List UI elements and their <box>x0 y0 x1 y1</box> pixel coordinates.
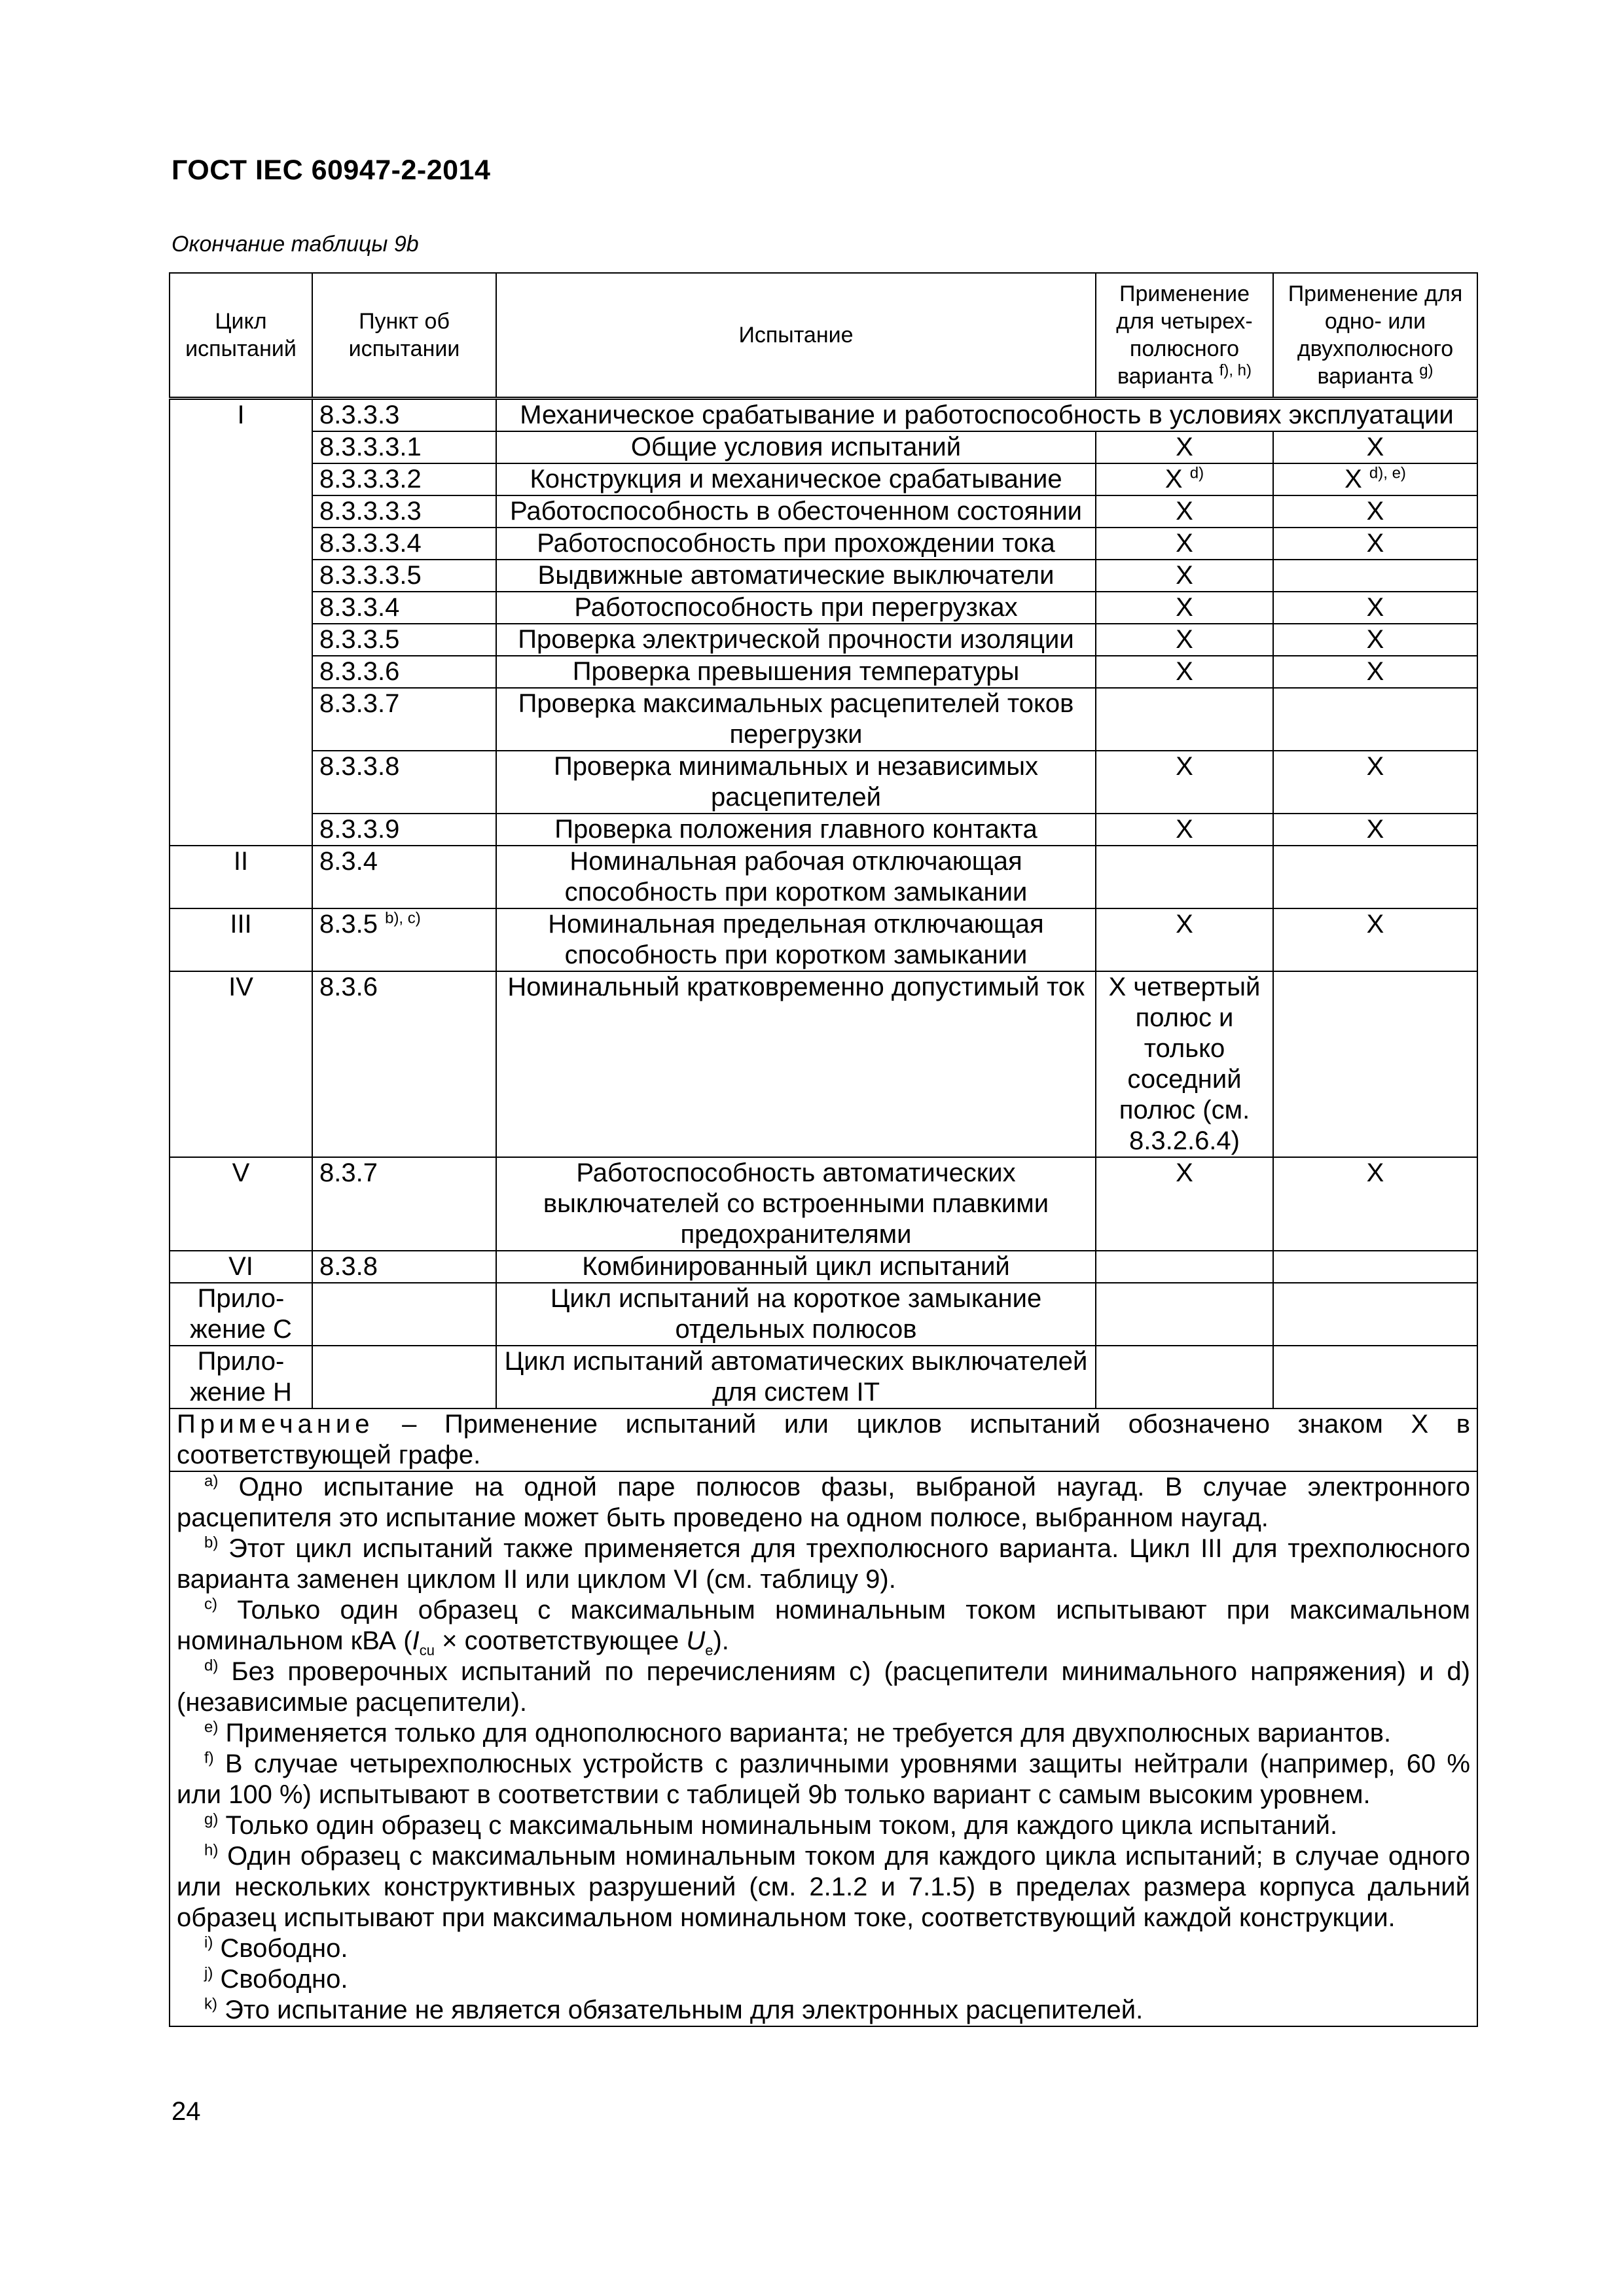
one-two-pole-cell <box>1273 971 1477 1157</box>
one-two-pole-cell <box>1273 1346 1477 1408</box>
test-cell: Выдвижные автоматические выключатели <box>496 560 1096 592</box>
cycle-cell: III <box>170 908 312 971</box>
cycle-cell: I <box>170 399 312 846</box>
table-row <box>170 624 1477 656</box>
point-cell: 8.3.8 <box>312 1251 496 1283</box>
footnote-d: $^{d)}$ Без проверочных испытаний по перечислениям c) (расцепители минимального напряжения) и d) (независимые расцепители). <box>177 1657 1470 1717</box>
point-cell <box>312 1283 496 1346</box>
test-cell: Работоспособность при перегрузках <box>496 592 1096 624</box>
table-header-row <box>170 273 1477 399</box>
table-row <box>170 1346 1477 1408</box>
footnote-k: $^{k)}$ Это испытание не является обязательным для электронных расцепителей. <box>204 1995 1144 2024</box>
point-cell: 8.3.6 <box>312 971 496 1157</box>
footnote-a: $^{a)}$ Одно испытание на одной паре полюсов фазы, выбраной наугад. В случае электронного расцепителя это испытание может быть проведено на одном полюсе, выбранном наугад. <box>177 1472 1470 1532</box>
four-pole-cell: X <box>1096 908 1273 971</box>
table-row <box>170 1283 1477 1346</box>
four-pole-cell: X $^{d)}$ <box>1096 463 1273 495</box>
footnote-f: $^{f)}$ В случае четырехполюсных устройств с различными уровнями защиты нейтрали (например, 60 % или 100 %) испытывают в соответствии с таблицей 9b только вариант с самым высоким уровнем. <box>177 1749 1470 1809</box>
table-row <box>170 1157 1477 1251</box>
table-row <box>170 971 1477 1157</box>
four-pole-cell: X <box>1096 528 1273 560</box>
table-row <box>170 463 1477 495</box>
cycle-cell: IV <box>170 971 312 1157</box>
test-cell: Номинальная предельная отключающая способность при коротком замыкании <box>496 908 1096 971</box>
point-cell: 8.3.7 <box>312 1157 496 1251</box>
point-cell: 8.3.3.9 <box>312 814 496 846</box>
document-header: ГОСТ IEC 60947-2-2014 <box>171 154 491 186</box>
table-row <box>170 656 1477 688</box>
cycle-cell: Прило-жение H <box>170 1346 312 1408</box>
four-pole-cell <box>1096 1283 1273 1346</box>
four-pole-cell: X <box>1096 495 1273 528</box>
four-pole-cell: X <box>1096 814 1273 846</box>
cycle-cell: V <box>170 1157 312 1251</box>
point-cell: 8.3.3.4 <box>312 592 496 624</box>
point-cell: 8.3.3.3.2 <box>312 463 496 495</box>
footnotes <box>170 1471 1477 2026</box>
four-pole-cell: X <box>1096 1157 1273 1251</box>
col-header-point: Пункт об испытании <box>312 273 496 399</box>
note-text: – Применение испытаний или циклов испытаний обозначено знаком X в соответствующей графе. <box>177 1410 1470 1469</box>
note-label: Примечание <box>177 1410 374 1439</box>
four-pole-cell <box>1096 688 1273 751</box>
one-two-pole-cell: X <box>1273 624 1477 656</box>
point-cell: 8.3.3.7 <box>312 688 496 751</box>
test-cell: Конструкция и механическое срабатывание <box>496 463 1096 495</box>
four-pole-cell: X <box>1096 751 1273 814</box>
footnote-j: $^{j)}$ Свободно. <box>204 1964 348 1994</box>
one-two-pole-cell: X $^{d), e)}$ <box>1273 463 1477 495</box>
test-cell: Работоспособность автоматических выключателей со встроенными плавкими предохранителями <box>496 1157 1096 1251</box>
cycle-cell: II <box>170 846 312 908</box>
point-cell: 8.3.3.3.4 <box>312 528 496 560</box>
one-two-pole-cell: X <box>1273 431 1477 463</box>
one-two-pole-cell: X <box>1273 656 1477 688</box>
table-row <box>170 1251 1477 1283</box>
footnotes-row <box>170 1471 1477 2026</box>
one-two-pole-cell: X <box>1273 528 1477 560</box>
table-row <box>170 560 1477 592</box>
four-pole-cell: X <box>1096 431 1273 463</box>
four-pole-cell <box>1096 1251 1273 1283</box>
table-note <box>170 1408 1477 1471</box>
point-cell <box>312 1346 496 1408</box>
col-header-four-pole: Применение для четырех-полюсного варианта $^{f), h)}$ <box>1096 273 1273 399</box>
one-two-pole-cell: X <box>1273 1157 1477 1251</box>
table-note-row <box>170 1408 1477 1471</box>
table-row <box>170 751 1477 814</box>
test-cell: Проверка минимальных и независимых расцепителей <box>496 751 1096 814</box>
page-number: 24 <box>171 2097 201 2126</box>
footnote-h: $^{h)}$ Один образец с максимальным номинальным током для каждого цикла испытаний; в случае одного или нескольких конструктивных разрушений (см. 2.1.2 и 7.1.5) в пределах размера корпуса дальний образец испытывают при максимальном номинальном токе, соответствующий каждой конструкции. <box>177 1841 1470 1932</box>
test-cell: Номинальный кратковременно допустимый ток <box>496 971 1096 1157</box>
one-two-pole-cell <box>1273 688 1477 751</box>
point-cell: 8.3.3.8 <box>312 751 496 814</box>
point-cell: 8.3.3.3.5 <box>312 560 496 592</box>
point-cell: 8.3.3.3.1 <box>312 431 496 463</box>
col-header-cycle: Цикл испытаний <box>170 273 312 399</box>
one-two-pole-cell: X <box>1273 908 1477 971</box>
point-cell: 8.3.3.6 <box>312 656 496 688</box>
test-cell: Цикл испытаний на короткое замыкание отдельных полюсов <box>496 1283 1096 1346</box>
one-two-pole-cell: X <box>1273 751 1477 814</box>
cycle-cell: VI <box>170 1251 312 1283</box>
one-two-pole-cell <box>1273 846 1477 908</box>
test-cycles-table <box>169 272 1478 2027</box>
four-pole-cell: X <box>1096 624 1273 656</box>
one-two-pole-cell: X <box>1273 814 1477 846</box>
four-pole-cell: X <box>1096 592 1273 624</box>
col-header-test: Испытание <box>496 273 1096 399</box>
four-pole-cell <box>1096 1346 1273 1408</box>
table-row <box>170 814 1477 846</box>
test-cell: Проверка положения главного контакта <box>496 814 1096 846</box>
test-cell: Цикл испытаний автоматических выключателей для систем IT <box>496 1346 1096 1408</box>
test-cell: Общие условия испытаний <box>496 431 1096 463</box>
four-pole-cell: X <box>1096 560 1273 592</box>
table-row <box>170 908 1477 971</box>
table-row <box>170 495 1477 528</box>
test-cell: Механическое срабатывание и работоспособность в условиях эксплуатации <box>496 399 1477 432</box>
one-two-pole-cell: X <box>1273 592 1477 624</box>
point-cell: 8.3.3.3 <box>312 399 496 432</box>
footnote-i: $^{i)}$ Свободно. <box>204 1933 348 1963</box>
footnote-c: $^{c)}$ Только один образец с максимальным номинальным током испытывают при максимальном номинальном кВА ($I_{cu}$ × соответствующее $U_e$). <box>177 1595 1470 1659</box>
test-cell: Номинальная рабочая отключающая способность при коротком замыкании <box>496 846 1096 908</box>
table-row <box>170 688 1477 751</box>
table-row <box>170 399 1477 432</box>
point-cell: 8.3.3.5 <box>312 624 496 656</box>
one-two-pole-cell <box>1273 560 1477 592</box>
four-pole-cell <box>1096 846 1273 908</box>
table-row <box>170 846 1477 908</box>
one-two-pole-cell: X <box>1273 495 1477 528</box>
four-pole-cell: X четвертый полюс и только соседний полюс (см. 8.3.2.6.4) <box>1096 971 1273 1157</box>
test-cell: Проверка электрической прочности изоляции <box>496 624 1096 656</box>
test-cell: Проверка максимальных расцепителей токов перегрузки <box>496 688 1096 751</box>
point-cell: 8.3.4 <box>312 846 496 908</box>
footnote-b: $^{b)}$ Этот цикл испытаний также применяется для трехполюсного варианта. Цикл III для трехполюсного варианта заменен циклом II или циклом VI (см. таблицу 9). <box>177 1534 1470 1594</box>
test-cell: Комбинированный цикл испытаний <box>496 1251 1096 1283</box>
footnote-g: $^{g)}$ Только один образец с максимальным номинальным током, для каждого цикла испытаний. <box>204 1810 1338 1840</box>
table-row <box>170 592 1477 624</box>
point-cell: 8.3.3.3.3 <box>312 495 496 528</box>
point-cell: 8.3.5 $^{b), c)}$ <box>312 908 496 971</box>
cycle-cell: Прило-жение C <box>170 1283 312 1346</box>
table-row <box>170 528 1477 560</box>
col-header-one-two-pole: Применение для одно- или двухполюсного варианта $^{g)}$ <box>1273 273 1477 399</box>
table-caption: Окончание таблицы 9b <box>171 232 419 257</box>
test-cell: Проверка превышения температуры <box>496 656 1096 688</box>
four-pole-cell: X <box>1096 656 1273 688</box>
one-two-pole-cell <box>1273 1283 1477 1346</box>
one-two-pole-cell <box>1273 1251 1477 1283</box>
test-cell: Работоспособность в обесточенном состоянии <box>496 495 1096 528</box>
table-row <box>170 431 1477 463</box>
test-cell: Работоспособность при прохождении тока <box>496 528 1096 560</box>
footnote-e: $^{e)}$ Применяется только для однополюсного варианта; не требуется для двухполюсных вариантов. <box>204 1718 1392 1748</box>
